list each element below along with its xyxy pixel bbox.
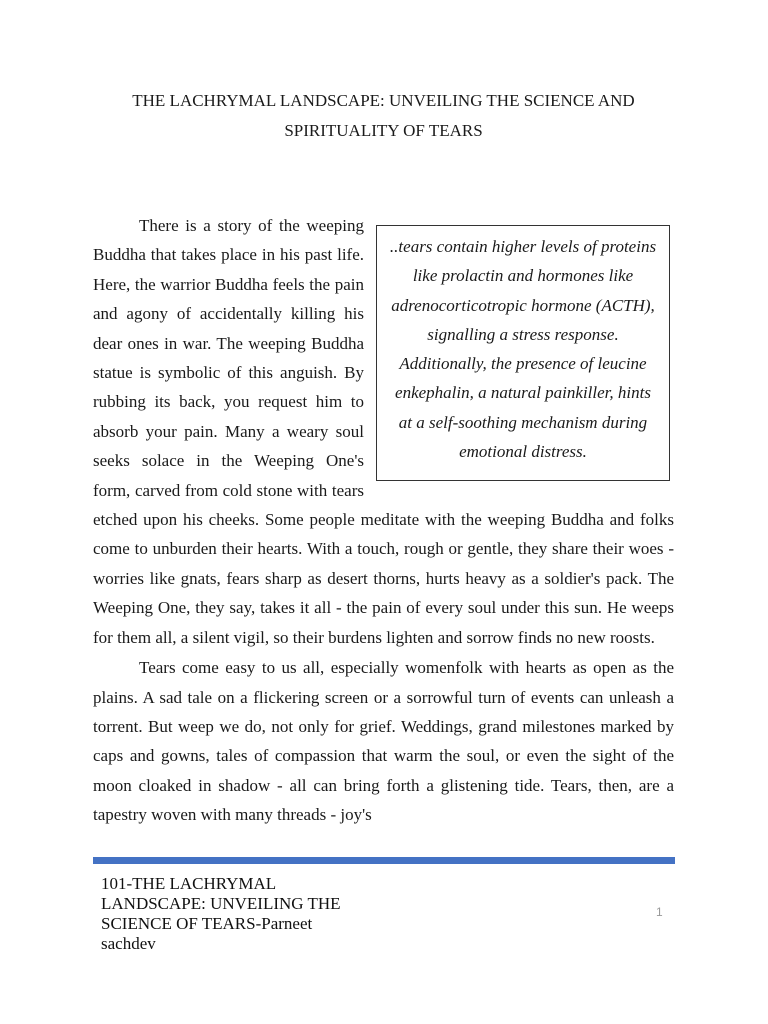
page-title: THE LACHRYMAL LANDSCAPE: UNVEILING THE SCIENCE AND SPIRITUALITY OF TEARS (132, 91, 635, 140)
page-number: 1 (656, 905, 663, 919)
pullquote-box: ..tears contain higher levels of proteins like prolactin and hormones like adrenocorticotropic hormone (ACTH), signalling a stress response. Additionally, the presence of leucine enkephalin, a natural painkiller, hints at a self-soothing mechanism during emotional distress. (376, 225, 670, 481)
paragraph: Tears come easy to us all, especially womenfolk with hearts as open as the plains. A sad tale on a flickering screen or a sorrowful turn of events can unleash a torrent. But weep we do, not only for grief. Weddings, grand milestones marked by caps and gowns, tales of compassion that warm the soul, or even the sight of the moon cloaked in shadow - all can bring forth a glistening tide. Tears, then, are a tapestry woven with many threads - joy's (93, 658, 674, 825)
paragraph: There is a story of the weeping Buddha that takes place in his past life. Here, the warrior Buddha feels the pain and agony of accidentally killing his dear ones in war. The weeping Buddha statue is symbolic of this anguish. By rubbing its back, you request him to absorb your pain. Many a weary soul seeks solace in the Weeping One's form, carved from cold stone with tears etched upon his cheeks. Some people meditate with the weeping Buddha and folks come to unburden their hearts. With a touch, rough or gentle, they share their woes - worries like gnats, fears sharp as desert thorns, hurts heavy as a soldier's pack. The Weeping One, they say, takes it all - the pain of every soul under this sun. He weeps for them all, a silent vigil, so their burdens lighten and sorrow finds no new roosts. (93, 216, 674, 647)
footer-divider (93, 857, 675, 864)
body-text (93, 211, 674, 831)
footer-text: 101-THE LACHRYMAL LANDSCAPE: UNVEILING THE SCIENCE OF TEARS-Parneet sachdev (101, 874, 341, 953)
